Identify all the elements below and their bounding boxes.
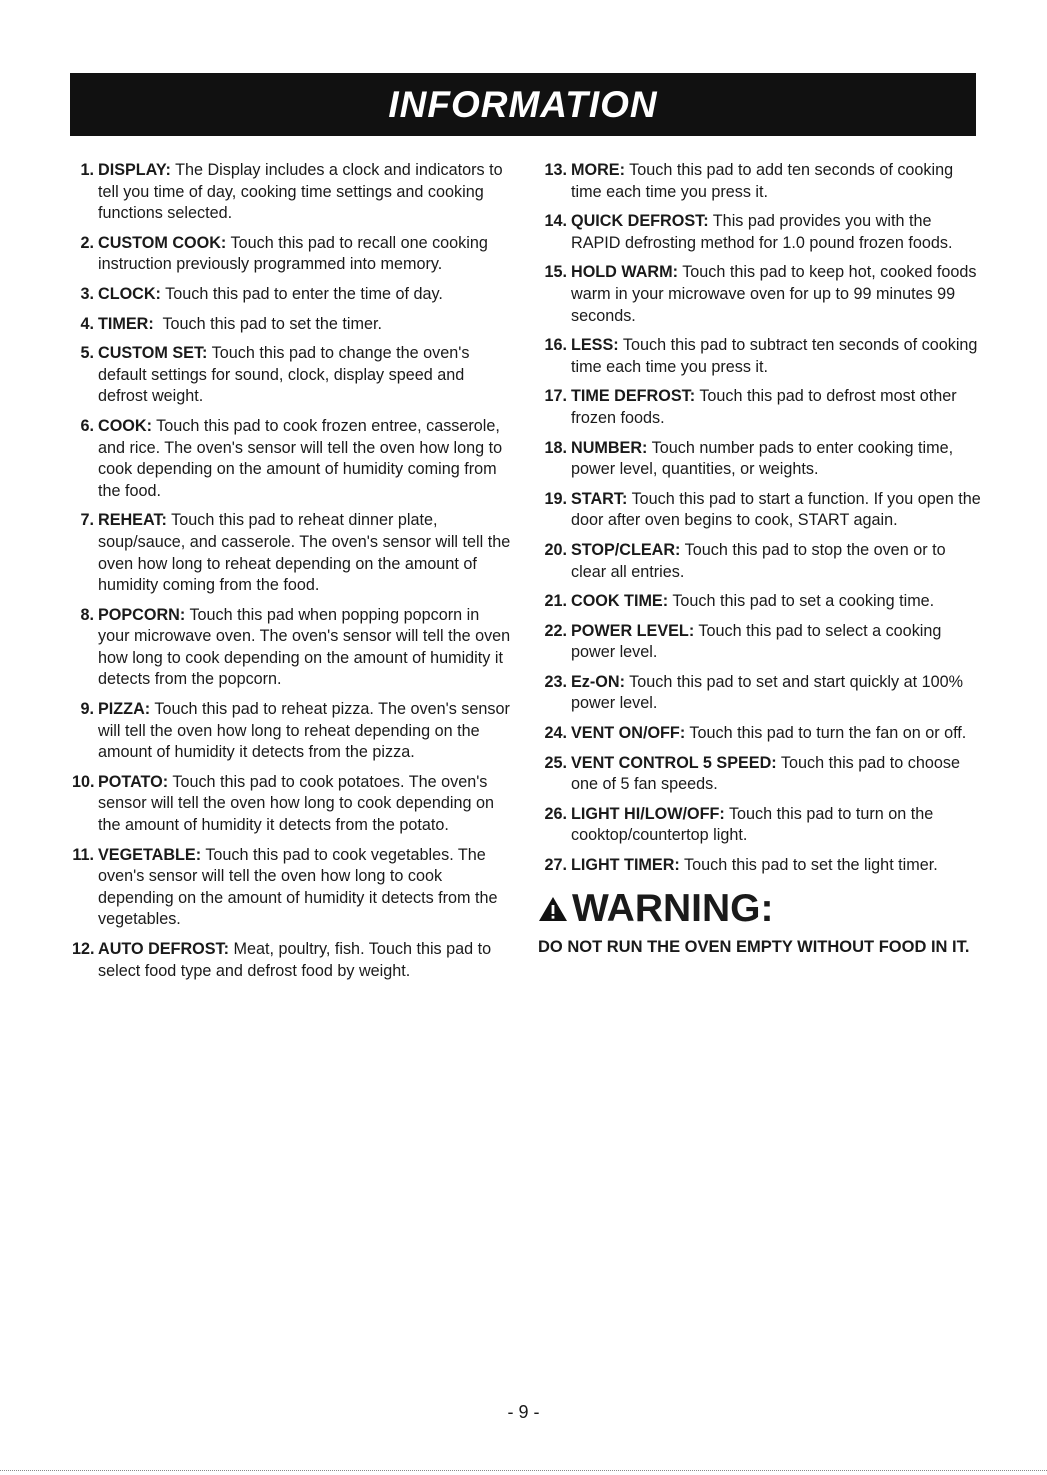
item-number: 1.: [80, 161, 94, 179]
item-label: COOK TIME:: [571, 592, 669, 611]
list-item: [72, 772, 512, 837]
warning-text: DO NOT RUN THE OVEN EMPTY WITHOUT FOOD IN IT.: [538, 937, 970, 956]
list-item: [538, 335, 983, 378]
list-item: [538, 753, 983, 796]
list-item: [72, 510, 512, 596]
page-title: INFORMATION: [388, 83, 658, 125]
list-item: [538, 804, 983, 847]
list-item: [538, 262, 983, 327]
item-number: 24.: [544, 724, 567, 743]
item-label: LIGHT HI/LOW/OFF:: [571, 804, 725, 823]
list-item: [538, 855, 983, 877]
item-number: 27.: [544, 856, 567, 875]
list-item: [538, 540, 983, 583]
item-number: 10.: [72, 772, 95, 791]
list-item: [538, 489, 983, 532]
item-number: 22.: [544, 621, 567, 640]
item-label: PIZZA:: [98, 700, 151, 719]
item-description: Touch this pad to keep hot, cooked foods warm in your microwave oven for up to 99 minutes 99 seconds.: [571, 263, 977, 325]
item-label: START:: [571, 489, 628, 508]
item-description: Touch number pads to enter cooking time, power level, quantities, or weights.: [571, 438, 954, 479]
list-item: [538, 386, 983, 429]
item-description: The Display includes a clock and indicators to tell you time of day, cooking time settings and cooking functions selected.: [98, 161, 503, 223]
page-number: - 9 -: [507, 1402, 540, 1422]
item-label: DISPLAY:: [98, 161, 171, 179]
footer-divider: [0, 1470, 1047, 1471]
list-item: [72, 343, 512, 408]
item-label: VENT ON/OFF:: [571, 724, 686, 743]
item-label: CUSTOM SET:: [98, 344, 208, 363]
list-item: [538, 591, 983, 613]
item-description: Touch this pad to set the timer.: [153, 314, 383, 333]
item-description: Touch this pad when popping popcorn in your microwave oven. The oven's sensor will tell the oven how long to cook depending on the amount of humidity it detects from the popcorn.: [98, 605, 511, 689]
item-number: 8.: [80, 605, 94, 624]
item-number: 2.: [80, 233, 94, 252]
item-number: 3.: [80, 284, 94, 303]
item-description: Touch this pad to select a cooking power level.: [571, 621, 942, 662]
item-number: 4.: [80, 314, 94, 333]
list-item: [72, 314, 512, 336]
item-number: 19.: [544, 489, 567, 508]
item-number: 23.: [544, 672, 567, 691]
item-label: AUTO DEFROST:: [98, 940, 230, 958]
item-number: 9.: [80, 700, 94, 719]
header-banner: [70, 73, 976, 136]
item-description: Touch this pad to turn on the cooktop/countertop light.: [571, 804, 934, 845]
item-description: Touch this pad to set and start quickly at 100% power level.: [571, 672, 963, 713]
list-item: [538, 621, 983, 664]
item-description: Touch this pad to cook frozen entree, casserole, and rice. The oven's sensor will tell the oven how long to cook depending on the amount of humidity coming from the food.: [98, 416, 503, 500]
item-label: STOP/CLEAR:: [571, 540, 681, 559]
item-number: 16.: [544, 336, 567, 355]
item-number: 25.: [544, 753, 567, 772]
list-item: [72, 605, 512, 691]
item-label: HOLD WARM:: [571, 263, 678, 282]
item-description: Meat, poultry, fish. Touch this pad to select food type and defrost food by weight.: [98, 940, 492, 980]
item-description: Touch this pad to add ten seconds of cooking time each time you press it.: [571, 161, 954, 201]
warning-title: WARNING:: [572, 886, 774, 930]
item-label: QUICK DEFROST:: [571, 212, 709, 231]
item-number: 17.: [544, 387, 567, 406]
item-number: 20.: [544, 540, 567, 559]
left-column: [72, 160, 512, 990]
item-description: Touch this pad to cook potatoes. The oven's sensor will tell the oven how long to cook depending on the amount of humidity it detects from the potato.: [98, 772, 494, 835]
item-description: Touch this pad to start a function. If you open the door after oven begins to cook, START again.: [571, 489, 981, 530]
item-label: LIGHT TIMER:: [571, 856, 680, 875]
item-label: VEGETABLE:: [98, 845, 202, 864]
item-label: MORE:: [571, 161, 625, 179]
item-number: 15.: [544, 263, 567, 282]
item-number: 21.: [544, 592, 567, 611]
item-number: 18.: [544, 438, 567, 457]
list-item: [538, 672, 983, 715]
item-label: CLOCK:: [98, 284, 161, 303]
item-label: CUSTOM COOK:: [98, 233, 227, 252]
warning-triangle-icon: [538, 896, 568, 922]
item-number: 12.: [72, 940, 95, 958]
list-item: [72, 233, 512, 276]
item-description: Touch this pad to defrost most other frozen foods.: [571, 387, 957, 427]
item-description: Touch this pad to change the oven's default settings for sound, clock, display speed and defrost weight.: [98, 344, 470, 406]
item-number: 26.: [544, 804, 567, 823]
list-item: [538, 723, 983, 745]
list-item: [538, 438, 983, 481]
item-description: Touch this pad to reheat pizza. The oven's sensor will tell the oven how long to reheat depending on the amount of humidity it detects from the pizza.: [98, 700, 510, 762]
item-description: Touch this pad to subtract ten seconds of cooking time each time you press it.: [571, 336, 978, 376]
item-description: Touch this pad to turn the fan on or off.: [685, 724, 967, 743]
item-number: 5.: [80, 344, 94, 363]
item-label: TIMER:: [98, 314, 154, 333]
item-description: Touch this pad to set a cooking time.: [668, 592, 935, 611]
item-label: POPCORN:: [98, 605, 186, 624]
list-item: [72, 284, 512, 306]
item-label: Ez-ON:: [571, 672, 625, 691]
item-description: This pad provides you with the RAPID defrosting method for 1.0 pound frozen foods.: [571, 212, 953, 252]
list-item: [538, 211, 983, 254]
item-description: Touch this pad to set the light timer.: [679, 856, 938, 875]
item-label: LESS:: [571, 336, 619, 355]
item-number: 14.: [544, 212, 567, 231]
list-item: [72, 845, 512, 931]
item-description: Touch this pad to choose one of 5 fan speeds.: [571, 753, 960, 794]
item-label: COOK:: [98, 416, 152, 435]
list-item: [538, 160, 983, 203]
list-item: [72, 160, 512, 225]
item-label: REHEAT:: [98, 511, 167, 530]
item-description: Touch this pad to cook vegetables. The oven's sensor will tell the oven how long to cook depending on the amount of humidity it detects from the vegetables.: [98, 845, 498, 929]
item-label: TIME DEFROST:: [571, 387, 696, 406]
item-label: NUMBER:: [571, 438, 648, 457]
warning-heading: [538, 887, 983, 931]
list-item: [72, 939, 512, 982]
item-number: 6.: [80, 416, 94, 435]
item-description: Touch this pad to enter the time of day.: [160, 284, 443, 303]
item-number: 7.: [80, 511, 94, 530]
item-description: Touch this pad to recall one cooking instruction previously programmed into memory.: [98, 233, 488, 274]
item-label: POTATO:: [98, 772, 169, 791]
item-number: 13.: [544, 161, 567, 179]
right-column: [538, 160, 983, 958]
item-description: Touch this pad to stop the oven or to clear all entries.: [571, 540, 946, 581]
item-number: 11.: [72, 845, 94, 864]
item-label: VENT CONTROL 5 SPEED:: [571, 753, 777, 772]
item-label: POWER LEVEL:: [571, 621, 695, 640]
item-description: Touch this pad to reheat dinner plate, soup/sauce, and casserole. The oven's sensor will tell the oven how long to reheat depending on the amount of humidity coming from the food.: [98, 511, 511, 595]
list-item: [72, 416, 512, 502]
list-item: [72, 699, 512, 764]
